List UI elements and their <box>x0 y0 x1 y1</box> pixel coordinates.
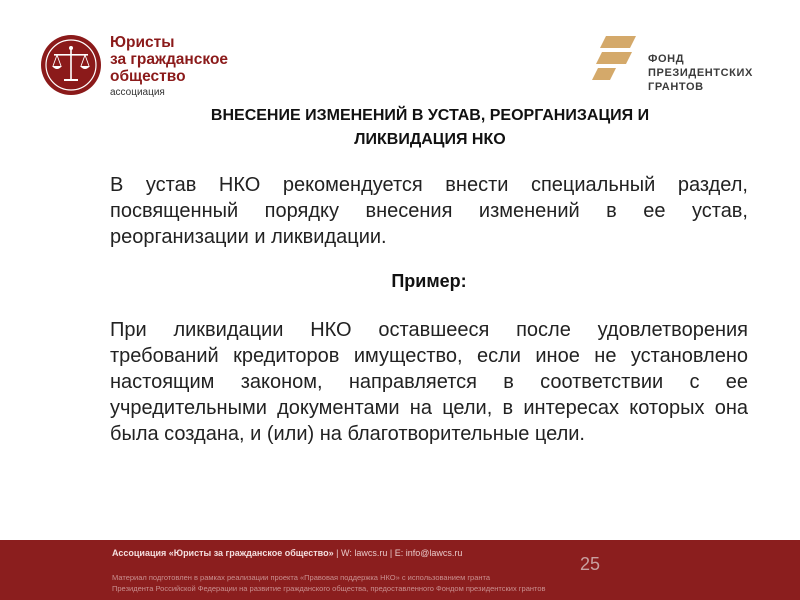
footer-note-line1: Материал подготовлен в рамках реализации проекта «Правовая поддержка НКО» с использованием гранта <box>112 573 491 582</box>
example-label: Пример: <box>391 271 467 291</box>
scales-of-justice-icon <box>40 34 102 96</box>
fund-logo-line1: ФОНД <box>648 53 685 65</box>
footer-bar <box>0 540 800 600</box>
org-logo-subtitle: ассоциация <box>110 87 165 98</box>
org-logo-line1: Юристы <box>110 34 175 51</box>
footer-separator: | <box>336 548 339 558</box>
slide-title-line2: ЛИКВИДАЦИЯ НКО <box>354 131 506 148</box>
fund-logo-line2: ПРЕЗИДЕНТСКИХ <box>648 67 753 79</box>
footer-email-link[interactable]: E: info@lawcs.ru <box>394 548 463 558</box>
org-logo <box>40 34 280 100</box>
footer-association: Ассоциация «Юристы за гражданское общество» <box>112 548 334 558</box>
slide-title-line1: ВНЕСЕНИЕ ИЗМЕНЕНИЙ В УСТАВ, РЕОРГАНИЗАЦИЯ И <box>210 107 650 124</box>
fund-emblem-icon <box>592 36 646 84</box>
footer-notes <box>112 572 546 594</box>
org-logo-text <box>110 34 228 99</box>
paragraph-intro: В устав НКО рекомендуется внести специальный раздел, посвященный порядку внесения изменений в ее устав, реорганизации и ликвидации. <box>110 174 748 248</box>
footer-separator: | <box>389 548 393 558</box>
footer-contacts <box>112 548 462 558</box>
fund-logo-text <box>648 52 753 94</box>
paragraph-example: При ликвидации НКО оставшееся после удовлетворения требований кредиторов имущество, если иное не установлено настоящим законом, направляется в соответствии с ее учредительными документами на цели, в интересах которых она была создана, и (или) на благотворительные цели. <box>110 319 748 445</box>
page-number: 25 <box>580 554 601 574</box>
org-logo-line2: за гражданское <box>110 51 229 68</box>
footer-web-link[interactable]: W: lawcs.ru <box>340 548 388 558</box>
org-logo-line3: общество <box>110 68 186 85</box>
fund-logo <box>592 36 782 100</box>
footer-note-line2: Президента Российской Федерации на развитие гражданского общества, предоставленного Фондом президентских грантов <box>112 584 546 593</box>
fund-logo-line3: ГРАНТОВ <box>648 81 704 93</box>
slide-title <box>110 104 750 152</box>
